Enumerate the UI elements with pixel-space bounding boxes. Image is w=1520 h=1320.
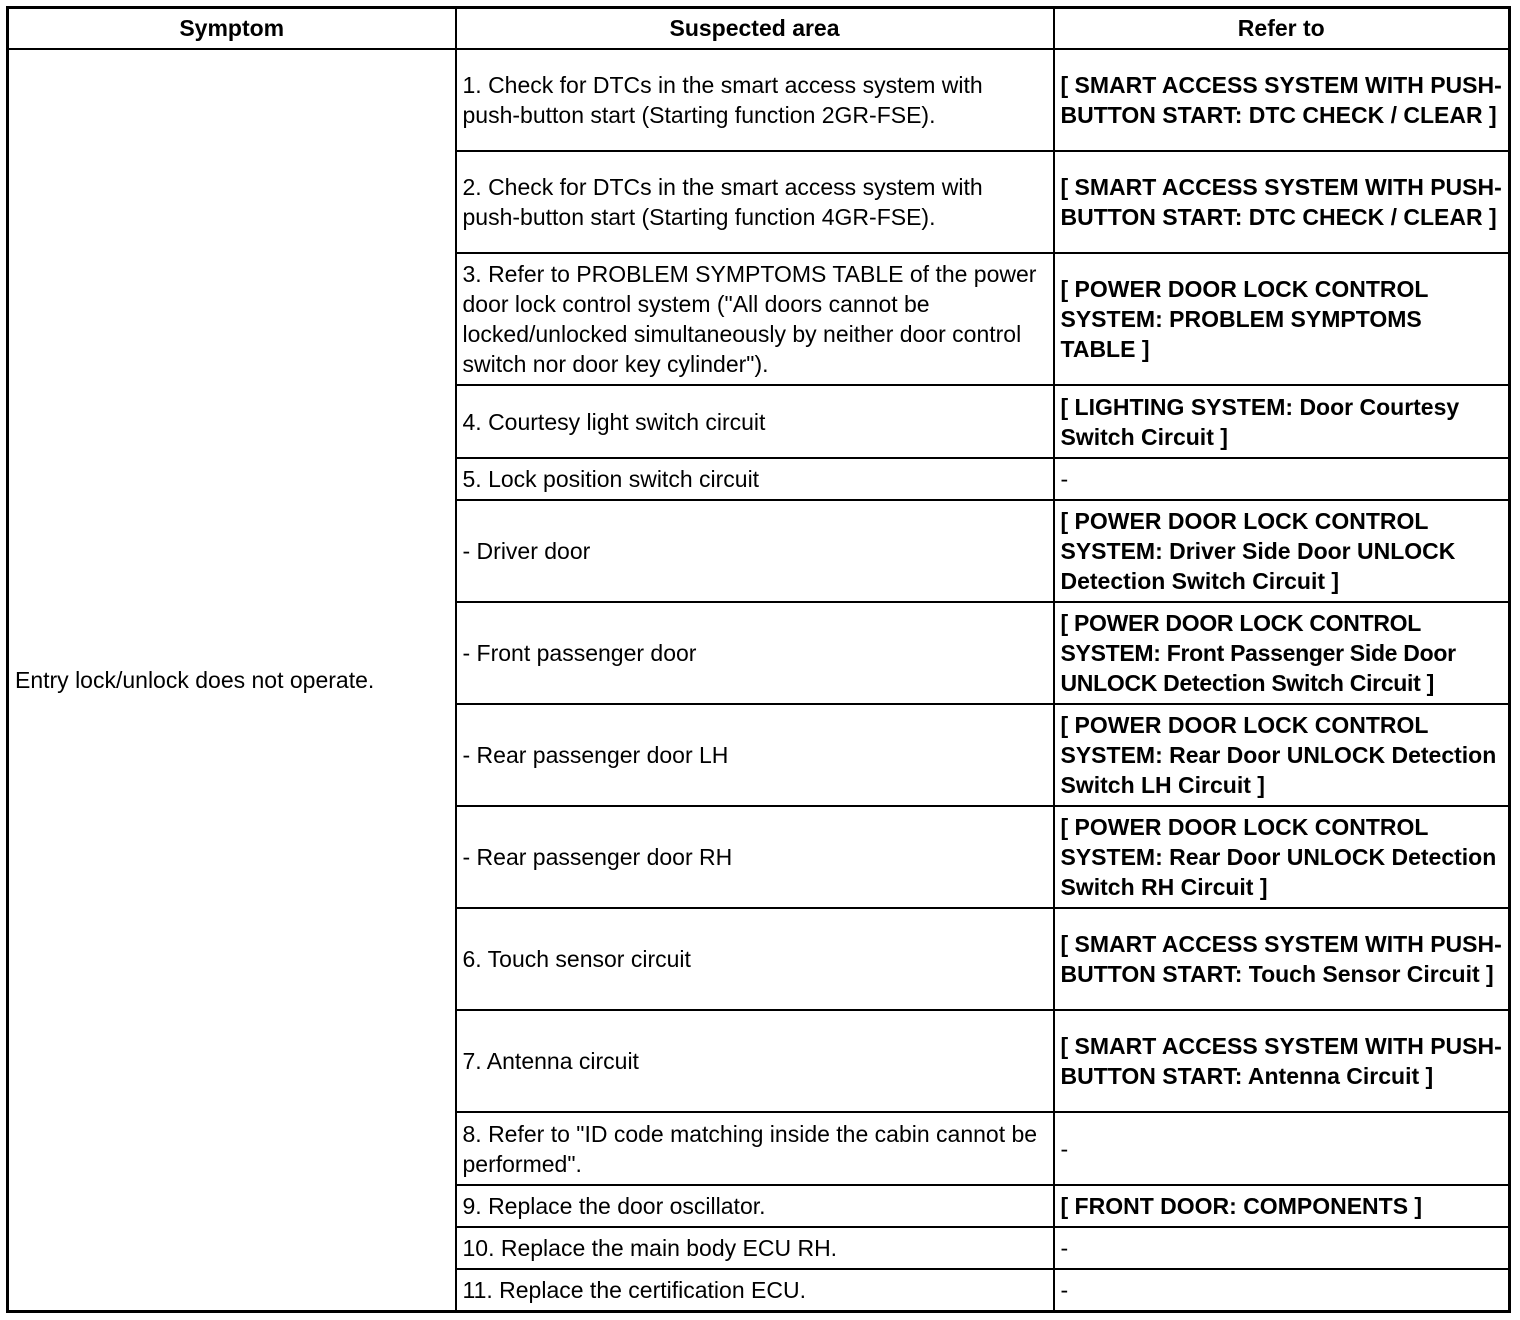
refer-to-cell: [ SMART ACCESS SYSTEM WITH PUSH-BUTTON START: DTC CHECK / CLEAR ] — [1054, 49, 1510, 151]
refer-to-cell: [ POWER DOOR LOCK CONTROL SYSTEM: Driver Side Door UNLOCK Detection Switch Circuit ] — [1054, 500, 1510, 602]
refer-to-cell: - — [1054, 1112, 1510, 1185]
refer-to-cell: [ POWER DOOR LOCK CONTROL SYSTEM: PROBLEM SYMPTOMS TABLE ] — [1054, 253, 1510, 385]
refer-to-cell: - — [1054, 1227, 1510, 1269]
header-refer-to: Refer to — [1054, 8, 1510, 50]
suspected-area-cell: 6. Touch sensor circuit — [456, 908, 1054, 1010]
problem-symptoms-table — [6, 6, 1511, 1313]
suspected-area-cell: - Rear passenger door LH — [456, 704, 1054, 806]
refer-to-cell: - — [1054, 458, 1510, 500]
table-row — [8, 49, 1510, 151]
refer-to-cell: [ POWER DOOR LOCK CONTROL SYSTEM: Rear Door UNLOCK Detection Switch RH Circuit ] — [1054, 806, 1510, 908]
suspected-area-cell: 11. Replace the certification ECU. — [456, 1269, 1054, 1311]
suspected-area-cell: 8. Refer to "ID code matching inside the cabin cannot be performed". — [456, 1112, 1054, 1185]
symptom-cell: Entry lock/unlock does not operate. — [8, 49, 456, 1311]
header-symptom: Symptom — [8, 8, 456, 50]
refer-to-cell: [ SMART ACCESS SYSTEM WITH PUSH-BUTTON START: DTC CHECK / CLEAR ] — [1054, 151, 1510, 253]
refer-to-cell: [ POWER DOOR LOCK CONTROL SYSTEM: Rear Door UNLOCK Detection Switch LH Circuit ] — [1054, 704, 1510, 806]
refer-to-cell: [ LIGHTING SYSTEM: Door Courtesy Switch Circuit ] — [1054, 385, 1510, 458]
refer-to-cell: [ FRONT DOOR: COMPONENTS ] — [1054, 1185, 1510, 1227]
suspected-area-cell: 1. Check for DTCs in the smart access system with push-button start (Starting function 2GR-FSE). — [456, 49, 1054, 151]
suspected-area-cell: 3. Refer to PROBLEM SYMPTOMS TABLE of the power door lock control system ("All doors cannot be locked/unlocked simultaneously by neither door control switch nor door key cylinder"). — [456, 253, 1054, 385]
suspected-area-cell: - Driver door — [456, 500, 1054, 602]
suspected-area-cell: 2. Check for DTCs in the smart access system with push-button start (Starting function 4GR-FSE). — [456, 151, 1054, 253]
refer-to-cell: [ SMART ACCESS SYSTEM WITH PUSH-BUTTON START: Antenna Circuit ] — [1054, 1010, 1510, 1112]
table-wrapper — [6, 6, 1511, 1313]
suspected-area-cell: - Rear passenger door RH — [456, 806, 1054, 908]
header-suspected-area: Suspected area — [456, 8, 1054, 50]
suspected-area-cell: 4. Courtesy light switch circuit — [456, 385, 1054, 458]
suspected-area-cell: 10. Replace the main body ECU RH. — [456, 1227, 1054, 1269]
refer-to-cell: [ SMART ACCESS SYSTEM WITH PUSH-BUTTON START: Touch Sensor Circuit ] — [1054, 908, 1510, 1010]
refer-to-cell: [ POWER DOOR LOCK CONTROL SYSTEM: Front Passenger Side Door UNLOCK Detection Switch Circuit ] — [1054, 602, 1510, 704]
suspected-area-cell: 7. Antenna circuit — [456, 1010, 1054, 1112]
suspected-area-cell: - Front passenger door — [456, 602, 1054, 704]
refer-to-cell: - — [1054, 1269, 1510, 1311]
suspected-area-cell: 9. Replace the door oscillator. — [456, 1185, 1054, 1227]
suspected-area-cell: 5. Lock position switch circuit — [456, 458, 1054, 500]
header-row — [8, 8, 1510, 50]
